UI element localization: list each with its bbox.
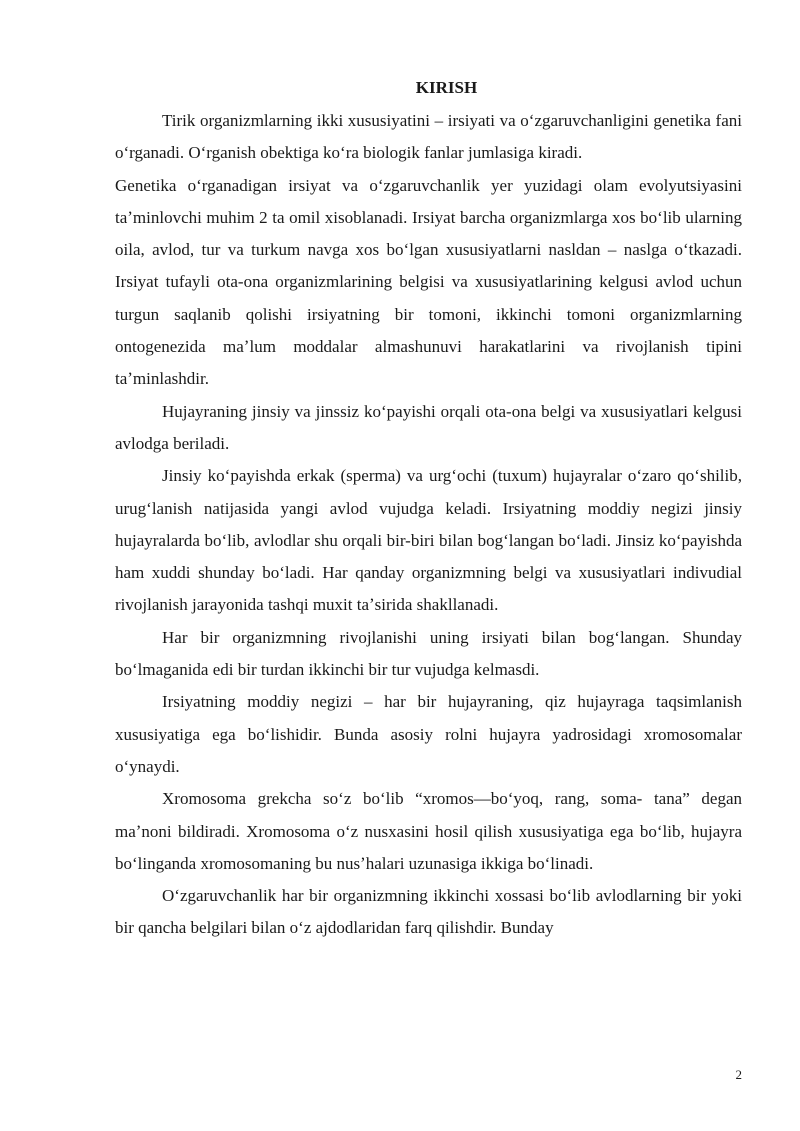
paragraph-1: Tirik organizmlarning ikki xususiyatini – irsiyati va oʻzgaruvchanligini genetika fani oʻrganadi. Oʻrganish obektiga koʻra biologik fanlar jumlasiga kiradi.	[115, 111, 742, 163]
paragraph-4: Jinsiy koʻpayishda erkak (sperma) va urgʻochi (tuxum) hujayralar oʻzaro qoʻshilib, urugʻlanish natijasida yangi avlod vujudga keladi. Irsiyatning moddiy negizi jinsiy hujayralarda boʻlib, avlodlar shu orqali bir-biri bilan bogʻlangan boʻladi. Jinsiz koʻpayishda ham xuddi shunday boʻladi. Har qanday organizmning belgi va xususiyatlari indivudial rivojlanish jarayonida tashqi muxit taʼsirida shakllanadi.	[115, 466, 742, 615]
paragraph-3: Hujayraning jinsiy va jinssiz koʻpayishi orqali ota-ona belgi va xususiyatlari kelgusi avlodga beriladi.	[115, 401, 742, 453]
paragraph-7: Xromosoma grekcha soʻz boʻlib “xromos—boʻyoq, rang, soma- tana” degan maʼnoni bildiradi. Xromosoma oʻz nusxasini hosil qilish xususiyatiga ega boʻlib, hujayra boʻlinganda xromosomaning bu nusʼhalari uzunasiga ikkiga boʻlinadi.	[115, 789, 742, 873]
document-page	[115, 74, 742, 945]
paragraph-6: Irsiyatning moddiy negizi – har bir hujayraning, qiz hujayraga taqsimlanish xususiyatiga ega boʻlishidir. Bunda asosiy rolni hujayra yadrosidagi xromosomalar oʻynaydi.	[115, 692, 742, 776]
page-title: KIRISH	[415, 78, 478, 97]
paragraph-2: Genetika oʻrganadigan irsiyat va oʻzgaruvchanlik yer yuzidagi olam evolyutsiyasini taʼminlovchi muhim 2 ta omil xisoblanadi. Irsiyat barcha organizmlarga xos boʻlib ularning oila, avlod, tur va turkum navga xos boʻlgan xususiyatlarni nasldan – naslga oʻtkazadi. Irsiyat tufayli ota-ona organizmlarining belgisi va xususiyatlarining kelgusi avlod uchun turgun saqlanib qolishi irsiyatning bir tomoni, ikkinchi tomoni organizmlarning ontogenezida maʼlum moddalar almashunuvi harakatlarini va rivojlanish tipini taʼminlashdir.	[115, 175, 742, 389]
paragraph-5: Har bir organizmning rivojlanishi uning irsiyati bilan bogʻlangan. Shunday boʻlmaganida edi bir turdan ikkinchi bir tur vujudga kelmasdi.	[115, 627, 742, 680]
page-number: 2	[735, 1067, 742, 1082]
paragraph-8: Oʻzgaruvchanlik har bir organizmning ikkinchi xossasi boʻlib avlodlarning bir yoki bir qancha belgilari bilan oʻz ajdodlaridan farq qilishdir. Bunday	[115, 886, 742, 938]
